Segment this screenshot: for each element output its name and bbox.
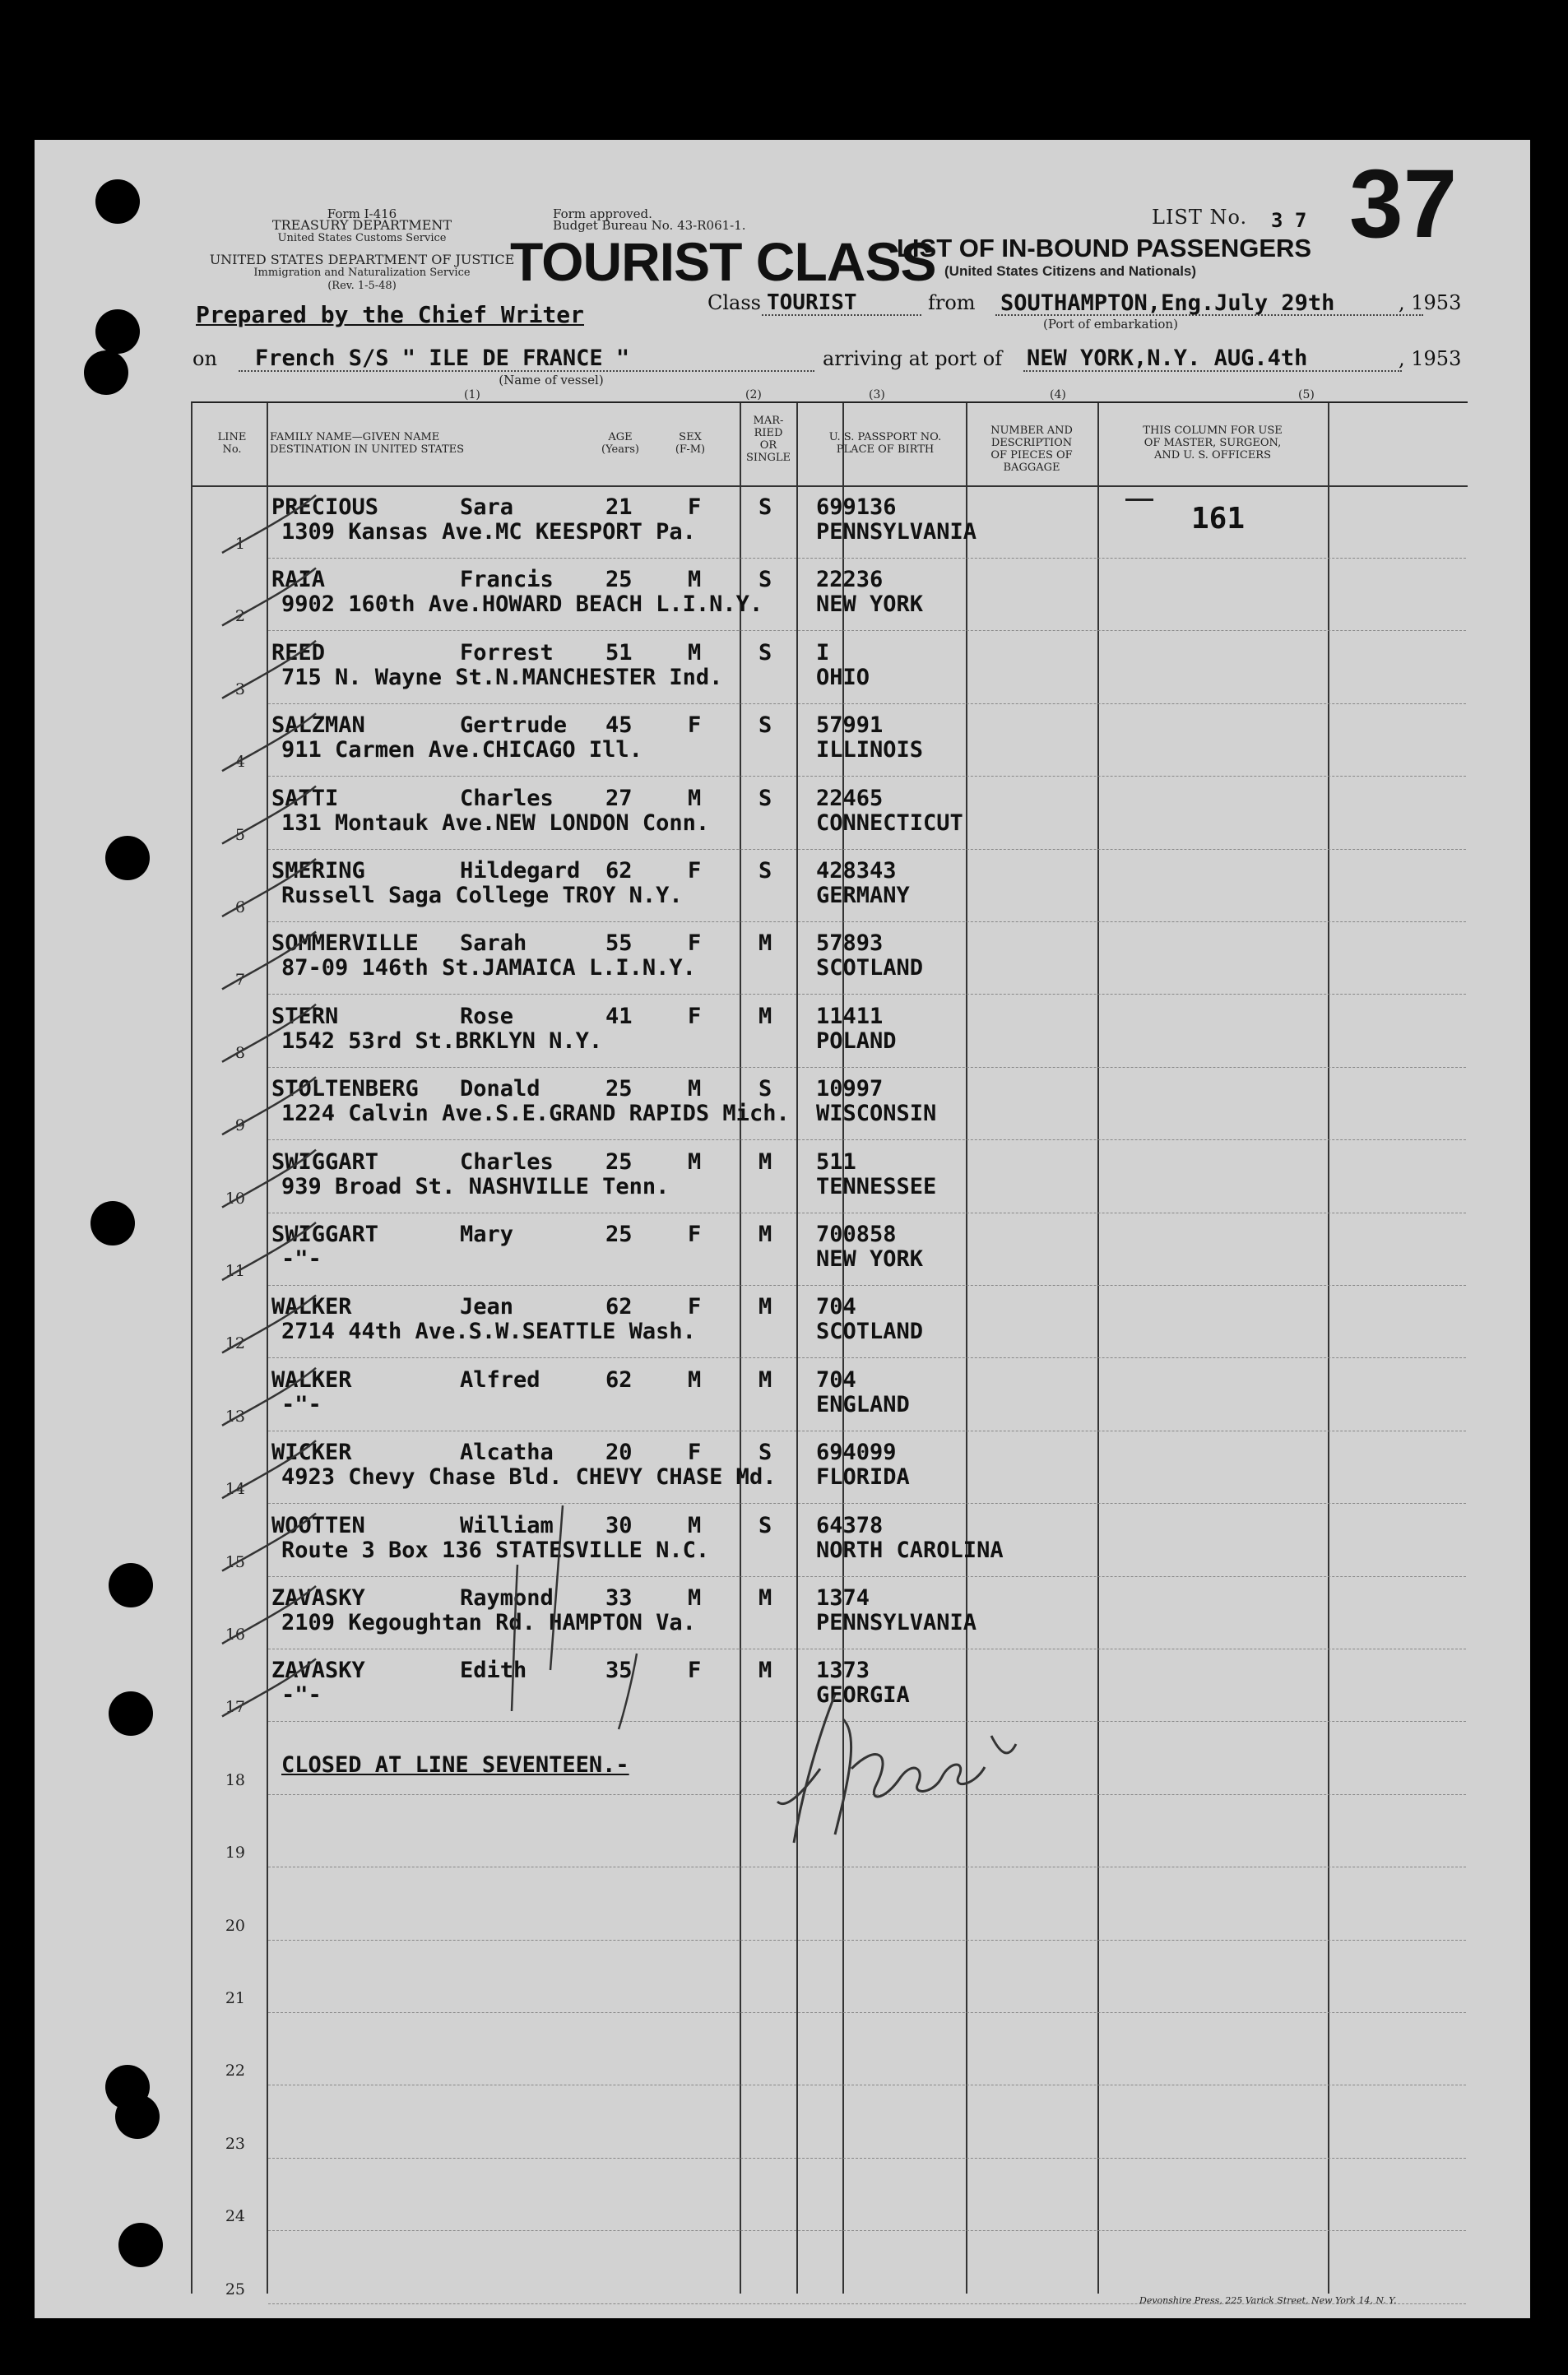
age: 25 <box>605 1076 633 1102</box>
arriving-value: NEW YORK,N.Y. AUG.4th <box>1027 346 1308 371</box>
marital-status: M <box>758 1148 772 1175</box>
port-embarkation-label: (Port of embarkation) <box>1043 317 1178 332</box>
year-1: , 1953 <box>1399 291 1462 314</box>
destination: -"- <box>281 1682 322 1709</box>
table-row <box>193 1579 1468 1652</box>
line-number: 2 <box>234 607 245 626</box>
place-of-birth: TENNESSEE <box>816 1173 937 1199</box>
passport-number: 10997 <box>816 1076 884 1102</box>
place-of-birth: GERMANY <box>816 883 910 908</box>
table-row <box>193 1143 1468 1216</box>
place-of-birth: POLAND <box>816 1027 897 1054</box>
passport-number: 22236 <box>816 567 884 593</box>
place-of-birth: ENGLAND <box>816 1391 910 1417</box>
age: 62 <box>605 858 633 884</box>
given-name: William <box>460 1512 554 1538</box>
vessel-label: (Name of vessel) <box>499 373 604 387</box>
customs-service: United States Customs Service <box>277 232 447 244</box>
column-number-1: (1) <box>464 388 480 401</box>
table-row <box>193 1434 1468 1506</box>
passport-number: I <box>816 639 830 666</box>
given-name: Gertrude <box>460 712 568 739</box>
table-row <box>193 780 1468 852</box>
destination: 2714 44th Ave.S.W.SEATTLE Wash. <box>281 1319 696 1345</box>
line-number: 6 <box>234 898 245 916</box>
header-officers: THIS COLUMN FOR USE OF MASTER, SURGEON, AND U. S. OFFICERS <box>1143 424 1283 462</box>
line-number: 1 <box>234 535 245 553</box>
destination: 131 Montauk Ave.NEW LONDON Conn. <box>281 809 710 836</box>
table-row <box>193 852 1468 925</box>
age: 25 <box>605 1148 633 1175</box>
family-name: WICKER <box>271 1440 352 1466</box>
age: 51 <box>605 639 633 666</box>
marital-status: S <box>758 639 772 666</box>
age: 33 <box>605 1585 633 1611</box>
marital-status: M <box>758 1658 772 1684</box>
destination: 2109 Kegoughtan Rd. HAMPTON Va. <box>281 1610 696 1635</box>
row-rule <box>268 703 1466 704</box>
destination: -"- <box>281 1246 322 1272</box>
row-rule <box>268 1357 1466 1358</box>
passport-number: 1374 <box>816 1585 870 1611</box>
family-name: ZAVASKY <box>271 1658 365 1684</box>
line-number: 17 <box>225 1698 245 1717</box>
line-number: 4 <box>234 753 245 772</box>
passport-number: 57893 <box>816 930 884 957</box>
family-name: STERN <box>271 1003 339 1029</box>
year-2: , 1953 <box>1399 347 1462 370</box>
header-passport: U. S. PASSPORT NO. PLACE OF BIRTH <box>828 431 942 456</box>
marital-status: M <box>758 1585 772 1611</box>
place-of-birth: GEORGIA <box>816 1682 910 1709</box>
treasury-dept: TREASURY DEPARTMENT <box>271 217 452 233</box>
sex: M <box>688 1366 702 1393</box>
prepared-by: Prepared by the Chief Writer <box>196 301 585 328</box>
destination: 715 N. Wayne St.N.MANCHESTER Ind. <box>281 664 723 690</box>
place-of-birth: FLORIDA <box>816 1464 910 1491</box>
family-name: WALKER <box>271 1366 352 1393</box>
binder-hole <box>95 179 140 224</box>
line-number: 22 <box>225 2062 245 2080</box>
marital-status: S <box>758 1440 772 1466</box>
place-of-birth: PENNSYLVANIA <box>816 1610 977 1635</box>
row-rule <box>268 776 1466 777</box>
list-subtitle: (United States Citizens and Nationals) <box>944 263 1197 279</box>
age: 20 <box>605 1440 633 1466</box>
budget-bureau: Budget Bureau No. 43-R061-1. <box>553 218 746 233</box>
age: 21 <box>605 494 633 520</box>
table-row <box>193 634 1468 707</box>
given-name: Sarah <box>460 930 527 957</box>
sex: M <box>688 1148 702 1175</box>
given-name: Donald <box>460 1076 540 1102</box>
line-number: 20 <box>225 1916 245 1935</box>
family-name: WOOTTEN <box>271 1512 365 1538</box>
line-number: 16 <box>225 1626 245 1644</box>
line-number: 12 <box>225 1334 245 1353</box>
line-number: 14 <box>225 1480 245 1499</box>
passport-number: 704 <box>816 1366 856 1393</box>
destination: Route 3 Box 136 STATESVILLE N.C. <box>281 1537 710 1563</box>
on-label: on <box>193 347 217 370</box>
header-baggage: NUMBER AND DESCRIPTION OF PIECES OF BAGGAGE <box>990 424 1073 474</box>
printer-credit: Devonshire Press, 225 Varick Street, New York 14, N. Y. <box>1139 2295 1397 2306</box>
handwritten-signature <box>769 1670 1041 1851</box>
age: 55 <box>605 930 633 957</box>
list-number-typed: 3 7 <box>1271 209 1307 232</box>
class-value: TOURIST <box>767 290 857 315</box>
family-name: REED <box>271 639 326 666</box>
destination: 9902 160th Ave.HOWARD BEACH L.I.N.Y. <box>281 591 763 618</box>
family-name: SALZMAN <box>271 712 365 739</box>
sex: F <box>688 1658 702 1684</box>
family-name: STOLTENBERG <box>271 1076 419 1102</box>
justice-dept: UNITED STATES DEPARTMENT OF JUSTICE <box>209 252 515 267</box>
place-of-birth: SCOTLAND <box>816 1319 924 1345</box>
table-row <box>193 1216 1468 1288</box>
given-name: Edith <box>460 1658 527 1684</box>
given-name: Hildegard <box>460 858 581 884</box>
table-row <box>193 489 1468 561</box>
line-number: 13 <box>225 1407 245 1426</box>
given-name: Jean <box>460 1294 514 1320</box>
sex: F <box>688 1440 702 1466</box>
line-number: 23 <box>225 2134 245 2153</box>
age: 35 <box>605 1658 633 1684</box>
form-number: Form I-416 <box>327 206 397 221</box>
passport-number: 64378 <box>816 1512 884 1538</box>
empty-row <box>193 2016 1468 2088</box>
age: 25 <box>605 567 633 593</box>
header-sex: SEX (F-M) <box>675 431 706 456</box>
table-row <box>193 1288 1468 1361</box>
family-name: SMERING <box>271 858 365 884</box>
sex: F <box>688 1003 702 1029</box>
family-name: PRECIOUS <box>271 494 379 520</box>
destination: 87-09 146th St.JAMAICA L.I.N.Y. <box>281 955 696 981</box>
ins-service: Immigration and Naturalization Service <box>253 267 471 279</box>
place-of-birth: WISCONSIN <box>816 1101 937 1127</box>
empty-row <box>193 1871 1468 1943</box>
passport-number: 22465 <box>816 785 884 811</box>
header-age: AGE (Years) <box>601 431 639 456</box>
marital-status: M <box>758 1222 772 1247</box>
row-rule <box>268 849 1466 850</box>
passport-number: 694099 <box>816 1440 897 1466</box>
given-name: Sara <box>460 494 514 520</box>
row-rule <box>268 921 1466 922</box>
family-name: WALKER <box>271 1294 352 1320</box>
list-title: LIST OF IN-BOUND PASSENGERS <box>897 234 1312 262</box>
table-row <box>193 998 1468 1070</box>
sex: F <box>688 930 702 957</box>
row-rule <box>268 994 1466 995</box>
marital-status: S <box>758 785 772 811</box>
empty-row <box>193 2089 1468 2161</box>
row-rule <box>268 558 1466 559</box>
officer-note: 161 <box>1191 502 1246 536</box>
line-number: 11 <box>225 1262 245 1280</box>
sex: F <box>688 712 702 739</box>
binder-hole <box>84 350 128 395</box>
place-of-birth: CONNECTICUT <box>816 809 963 836</box>
row-rule <box>268 1576 1466 1577</box>
table-row <box>193 1507 1468 1579</box>
column-number-5: (5) <box>1298 388 1315 401</box>
family-name: SATTI <box>271 785 339 811</box>
binder-hole <box>109 1691 153 1736</box>
marital-status: M <box>758 930 772 957</box>
age: 62 <box>605 1294 633 1320</box>
age: 41 <box>605 1003 633 1029</box>
line-number: 9 <box>234 1116 245 1135</box>
line-number: 21 <box>225 1989 245 2007</box>
table-row <box>193 925 1468 997</box>
header-line-no: LINE No. <box>217 431 247 456</box>
place-of-birth: NORTH CAROLINA <box>816 1537 1004 1563</box>
sex: F <box>688 1222 702 1247</box>
table-row <box>193 1361 1468 1434</box>
family-name: SWIGGART <box>271 1148 379 1175</box>
row-rule <box>268 1139 1466 1140</box>
form-approved: Form approved. <box>553 206 652 221</box>
age: 30 <box>605 1512 633 1538</box>
header-married: MAR- RIED OR SINGLE <box>746 415 791 464</box>
row-rule <box>268 1285 1466 1286</box>
passport-number: 511 <box>816 1148 856 1175</box>
family-name: ZAVASKY <box>271 1585 365 1611</box>
destination: 911 Carmen Ave.CHICAGO Ill. <box>281 737 643 763</box>
place-of-birth: ILLINOIS <box>816 737 924 763</box>
closing-text: CLOSED AT LINE SEVENTEEN.- <box>281 1751 629 1778</box>
given-name: Charles <box>460 785 554 811</box>
marital-status: M <box>758 1366 772 1393</box>
destination: 1224 Calvin Ave.S.E.GRAND RAPIDS Mich. <box>281 1101 790 1127</box>
line-number: 10 <box>225 1189 245 1208</box>
age: 62 <box>605 1366 633 1393</box>
row-rule <box>268 2158 1466 2159</box>
passport-number: 1373 <box>816 1658 870 1684</box>
passport-number: 57991 <box>816 712 884 739</box>
empty-row <box>193 1943 1468 2016</box>
sex: M <box>688 1076 702 1102</box>
line-number: 15 <box>225 1552 245 1571</box>
marital-status: S <box>758 494 772 520</box>
empty-row <box>193 2161 1468 2234</box>
binder-hole <box>109 1563 153 1607</box>
family-name: SOMMERVILLE <box>271 930 419 957</box>
given-name: Forrest <box>460 639 554 666</box>
marital-status: S <box>758 567 772 593</box>
destination: 1542 53rd St.BRKLYN N.Y. <box>281 1027 603 1054</box>
family-name: SWIGGART <box>271 1222 379 1247</box>
line-number: 25 <box>225 2280 245 2298</box>
given-name: Francis <box>460 567 554 593</box>
destination: 1309 Kansas Ave.MC KEESPORT Pa. <box>281 519 696 545</box>
passport-number: 11411 <box>816 1003 884 1029</box>
column-number-4: (4) <box>1050 388 1066 401</box>
column-number-2: (2) <box>745 388 762 401</box>
place-of-birth: PENNSYLVANIA <box>816 519 977 545</box>
line-number: 24 <box>225 2207 245 2226</box>
list-number-label: LIST No. <box>1152 206 1248 229</box>
marital-status: S <box>758 858 772 884</box>
destination: Russell Saga College TROY N.Y. <box>281 883 683 908</box>
marital-status: S <box>758 712 772 739</box>
row-rule <box>268 2230 1466 2231</box>
column-number-3: (3) <box>869 388 885 401</box>
sex: F <box>688 858 702 884</box>
class-label: Class <box>707 291 761 314</box>
table-row <box>193 1070 1468 1143</box>
from-label: from <box>928 291 976 314</box>
family-name: RAIA <box>271 567 326 593</box>
binder-hole <box>118 2223 163 2267</box>
marital-status: M <box>758 1294 772 1320</box>
given-name: Charles <box>460 1148 554 1175</box>
form-revision: (Rev. 1-5-48) <box>327 280 397 292</box>
destination: -"- <box>281 1391 322 1417</box>
table-row <box>193 707 1468 779</box>
destination: 939 Broad St. NASHVILLE Tenn. <box>281 1173 670 1199</box>
line-number: 18 <box>225 1770 245 1789</box>
passport-number: 428343 <box>816 858 897 884</box>
vessel-name: French S/S " ILE DE FRANCE " <box>255 346 630 371</box>
list-number-stamped: 37 <box>1349 150 1458 258</box>
given-name: Alcatha <box>460 1440 554 1466</box>
given-name: Rose <box>460 1003 514 1029</box>
passenger-table <box>191 401 1468 2298</box>
line-number: 19 <box>225 1844 245 1862</box>
passport-number: 699136 <box>816 494 897 520</box>
sex: F <box>688 494 702 520</box>
passport-number: 704 <box>816 1294 856 1320</box>
place-of-birth: NEW YORK <box>816 591 924 618</box>
line-number: 8 <box>234 1043 245 1062</box>
line-number: 5 <box>234 825 245 844</box>
binder-hole <box>90 1201 135 1245</box>
sex: M <box>688 1585 702 1611</box>
table-row <box>193 561 1468 633</box>
line-number: 7 <box>234 971 245 990</box>
marital-status: S <box>758 1512 772 1538</box>
header-name: FAMILY NAME—GIVEN NAME DESTINATION IN UNITED STATES <box>270 431 465 456</box>
row-rule <box>268 1940 1466 1941</box>
row-rule <box>268 1067 1466 1068</box>
destination: 4923 Chevy Chase Bld. CHEVY CHASE Md. <box>281 1464 777 1491</box>
row-rule <box>268 630 1466 631</box>
given-name: Alfred <box>460 1366 540 1393</box>
sex: M <box>688 639 702 666</box>
arriving-label: arriving at port of <box>823 347 1003 370</box>
from-value: SOUTHAMPTON,Eng.July 29th <box>1000 290 1335 316</box>
binder-hole <box>95 309 140 354</box>
place-of-birth: NEW YORK <box>816 1246 924 1272</box>
row-rule <box>268 2012 1466 2013</box>
row-rule <box>268 1503 1466 1504</box>
age: 25 <box>605 1222 633 1247</box>
marital-status: M <box>758 1003 772 1029</box>
place-of-birth: SCOTLAND <box>816 955 924 981</box>
sex: M <box>688 785 702 811</box>
line-number: 3 <box>234 680 245 698</box>
place-of-birth: OHIO <box>816 664 870 690</box>
sex: F <box>688 1294 702 1320</box>
binder-hole <box>105 836 150 880</box>
marital-status: S <box>758 1076 772 1102</box>
age: 45 <box>605 712 633 739</box>
given-name: Raymond <box>460 1585 554 1611</box>
sex: M <box>688 1512 702 1538</box>
sex: M <box>688 567 702 593</box>
given-name: Mary <box>460 1222 514 1247</box>
passport-number: 700858 <box>816 1222 897 1247</box>
tourist-class-stamp: TOURIST CLASS <box>510 231 936 292</box>
binder-hole <box>115 2094 160 2139</box>
age: 27 <box>605 785 633 811</box>
